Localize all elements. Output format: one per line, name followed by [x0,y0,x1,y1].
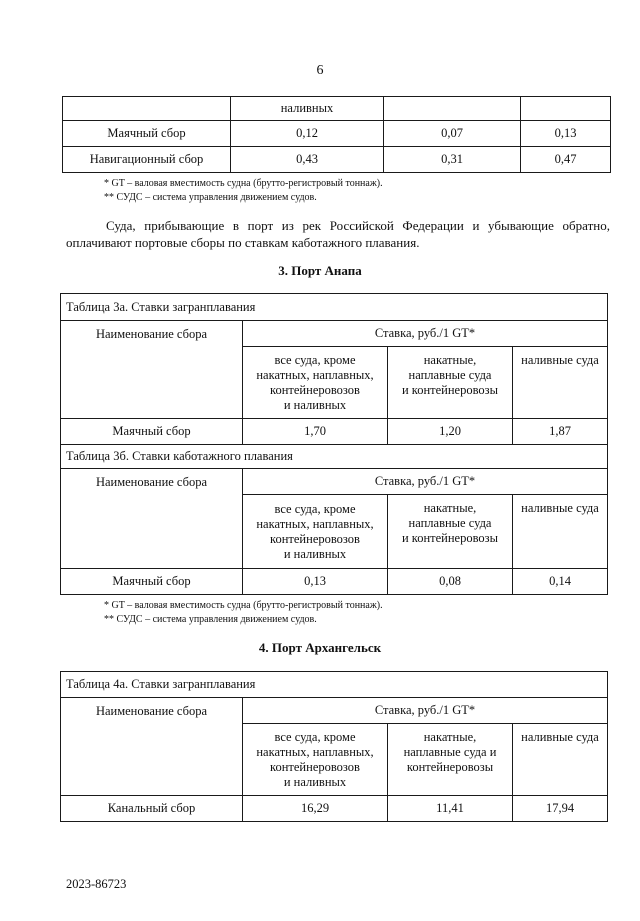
rate-value: 0,14 [513,569,608,595]
rate-value: 0,43 [231,147,384,173]
column-header-rate: Ставка, руб./1 GT* [243,469,608,495]
column-header-name: Наименование сбора [61,698,243,796]
table-top [62,96,611,173]
column-header-rate: Ставка, руб./1 GT* [243,321,608,347]
subheader-roro-container: накатные, наплавные суда и контейнеровозы [388,724,513,796]
footnote-suds: ** СУДС – система управления движением судов. [104,192,317,203]
rate-value: 0,08 [388,569,513,595]
rate-value: 1,70 [243,419,388,445]
subheader-tankers: наливные суда [513,347,608,419]
footnote-gt: * GT – валовая вместимость судна (брутто-регистровый тоннаж). [104,178,383,189]
fee-name: Маячный сбор [61,419,243,445]
rate-value: 0,31 [384,147,521,173]
paragraph-line: Суда, прибывающие в порт из рек Российской Федерации и убывающие обратно, [106,218,610,233]
table-row [61,419,608,445]
table-caption-row [61,294,608,321]
subheader-all-vessels: все суда, кроме накатных, наплавных, контейнеровозов и наливных [243,495,388,569]
page-number: 6 [316,63,324,78]
subheader-tankers: наливные суда [513,495,608,569]
table-row [63,147,611,173]
column-header-name: Наименование сбора [61,469,243,569]
table-caption-row [61,445,608,469]
rate-value: 11,41 [388,796,513,822]
column-header-name: Наименование сбора [61,321,243,419]
rate-value: 0,47 [521,147,611,173]
fee-name: Навигационный сбор [63,147,231,173]
rate-value: 1,20 [388,419,513,445]
document-number: 2023-86723 [66,877,127,891]
table-cell: наливных [231,97,384,121]
section-title-arkhangelsk: 4. Порт Архангельск [258,640,382,655]
table-cell [384,97,521,121]
subheader-roro-container: накатные, наплавные суда и контейнеровозы [388,495,513,569]
fee-name: Маячный сбор [63,121,231,147]
table-header-row [61,321,608,347]
table-caption: Таблица 3б. Ставки каботажного плавания [61,445,608,469]
footnote-suds: ** СУДС – система управления движением судов. [104,614,317,625]
rate-value: 0,07 [384,121,521,147]
paragraph-line: оплачивают портовые сборы по ставкам каботажного плавания. [66,235,420,250]
table-3a [60,293,608,595]
rate-value: 0,13 [243,569,388,595]
table-row [63,97,611,121]
subheader-all-vessels: все суда, кроме накатных, наплавных, контейнеровозов и наливных [243,724,388,796]
footnote-gt: * GT – валовая вместимость судна (брутто-регистровый тоннаж). [104,600,383,611]
table-caption-row [61,672,608,698]
subheader-all-vessels: все суда, кроме накатных, наплавных, контейнеровозов и наливных [243,347,388,419]
table-4a [60,671,608,822]
table-row [61,796,608,822]
rate-value: 16,29 [243,796,388,822]
rate-value: 1,87 [513,419,608,445]
table-row [63,121,611,147]
table-cell [63,97,231,121]
paragraph [66,217,610,251]
rate-value: 0,13 [521,121,611,147]
table-caption: Таблица 4а. Ставки загранплавания [61,672,608,698]
column-header-rate: Ставка, руб./1 GT* [243,698,608,724]
table-cell [521,97,611,121]
table-row [61,569,608,595]
table-header-row [61,469,608,495]
rate-value: 17,94 [513,796,608,822]
fee-name: Маячный сбор [61,569,243,595]
subheader-roro-container: накатные, наплавные суда и контейнеровозы [388,347,513,419]
table-caption: Таблица 3а. Ставки загранплавания [61,294,608,321]
table-header-row [61,698,608,724]
section-title-anapa: 3. Порт Анапа [278,263,362,278]
fee-name: Канальный сбор [61,796,243,822]
rate-value: 0,12 [231,121,384,147]
subheader-tankers: наливные суда [513,724,608,796]
